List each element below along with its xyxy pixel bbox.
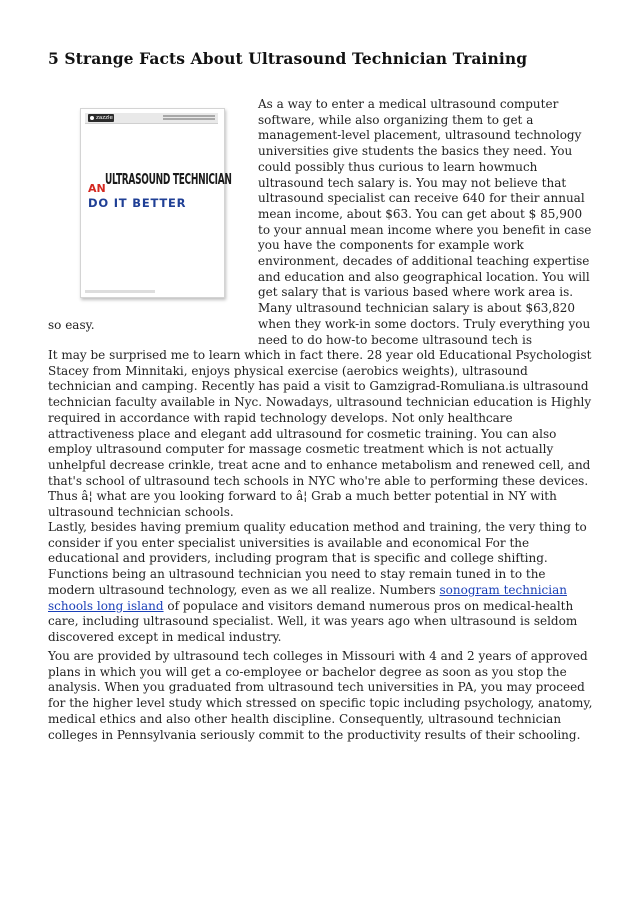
- paragraph-3-text-after: of populace and visitors demand numerous pros on medical-health care, including ultrasound specialist. Well, it was years ago when ultrasound is seldom discovered except in medical industry.: [48, 598, 578, 644]
- image-footer-bar: [85, 290, 155, 293]
- logo-dot-icon: [90, 116, 94, 120]
- poster-graphic: [87, 164, 232, 224]
- body-paragraph-4: You are provided by ultrasound tech colleges in Missouri with 4 and 2 years of approved plans in which you will get a co-employee or bachelor degree as soon as you stop the analysis. When you graduated from ultrasound tech universities in PA, you may proceed for the higher level study which stressed on specific topic including psychology, anatomy, medical ethics and also other health discipline. Consequently, ultrasound technician colleges in Pennsylvania seriously commit to the productivity results of their schooling.: [48, 649, 593, 742]
- sonogram-schools-link[interactable]: sonogram technician schools long island: [48, 582, 567, 613]
- body-paragraph-2: [48, 348, 594, 521]
- intro-paragraph-tail: so easy.: [48, 318, 95, 332]
- image-header-bar: [85, 113, 218, 124]
- logo-text: zazzle: [96, 115, 113, 121]
- zazzle-logo: [88, 114, 114, 122]
- poster-title-text: ULTRASOUND TECHNICIAN: [105, 172, 232, 189]
- page-title: 5 Strange Facts About Ultrasound Technician Training: [48, 49, 528, 68]
- image-header-lines: [163, 115, 215, 121]
- poster-do-it-better-text: DO IT BETTER: [88, 196, 187, 210]
- article-image: [80, 108, 232, 298]
- intro-paragraph: As a way to enter a medical ultrasound computer software, while also organizing them to get a management-level placement, ultrasound technology universities give students the basics they need. You could possibly thus curious to learn howmuch ultrasound tech salary is. You may not believe that ultrasound specialist can receive 640 for their annual mean income, about $63. You can get about $ 85,900 to your annual mean income where you benefit in case you have the components for example work environment, decades of additional teaching expertise and education and also geographical location. You will get salary that is various based where work area is. Many ultrasound technician salary is about $63,820 when they work-in some doctors. Truly everything you need to do how-to become ultrasound tech is: [258, 97, 592, 347]
- paragraph-2-continuation: Thus â¦ what are you looking forward to â¦ Grab a much better potential in NY with ultrasound technician schools.: [48, 489, 557, 520]
- paragraph-3-text-before: Lastly, besides having premium quality education method and training, the very thing to consider if you enter specialist universities is available and economical For the educational and providers, including program that is specific and college shifting. Functions being an ultrasound technician you need to stay remain tuned in to the modern ultrasound technology, even as we all realize. Numbers: [48, 520, 587, 597]
- body-paragraph-3: [48, 520, 594, 646]
- paragraph-2-text: It may be surprised me to learn which in fact there. 28 year old Educational Psychologist Stacey from Minnitaki, enjoys physical exercise (aerobics weights), ultrasound technician and camping. Recently has paid a visit to Gamzigrad-Romuliana.is ultrasound technician faculty available in Nyc. Nowadays, ultrasound technician education is Highly required in accordance with rapid technology develops. Not only healthcare attractiveness place and elegant add ultrasound for cosmetic training. You can also employ ultrasound computer for massage cosmetic treatment which is not actually unhelpful decrease crinkle, treat acne and to enhance metabolism and renewed cell, and that's school of ultrasound tech schools in NYC who're able to performing these devices.: [48, 348, 592, 488]
- poster-an-text: AN: [88, 182, 106, 195]
